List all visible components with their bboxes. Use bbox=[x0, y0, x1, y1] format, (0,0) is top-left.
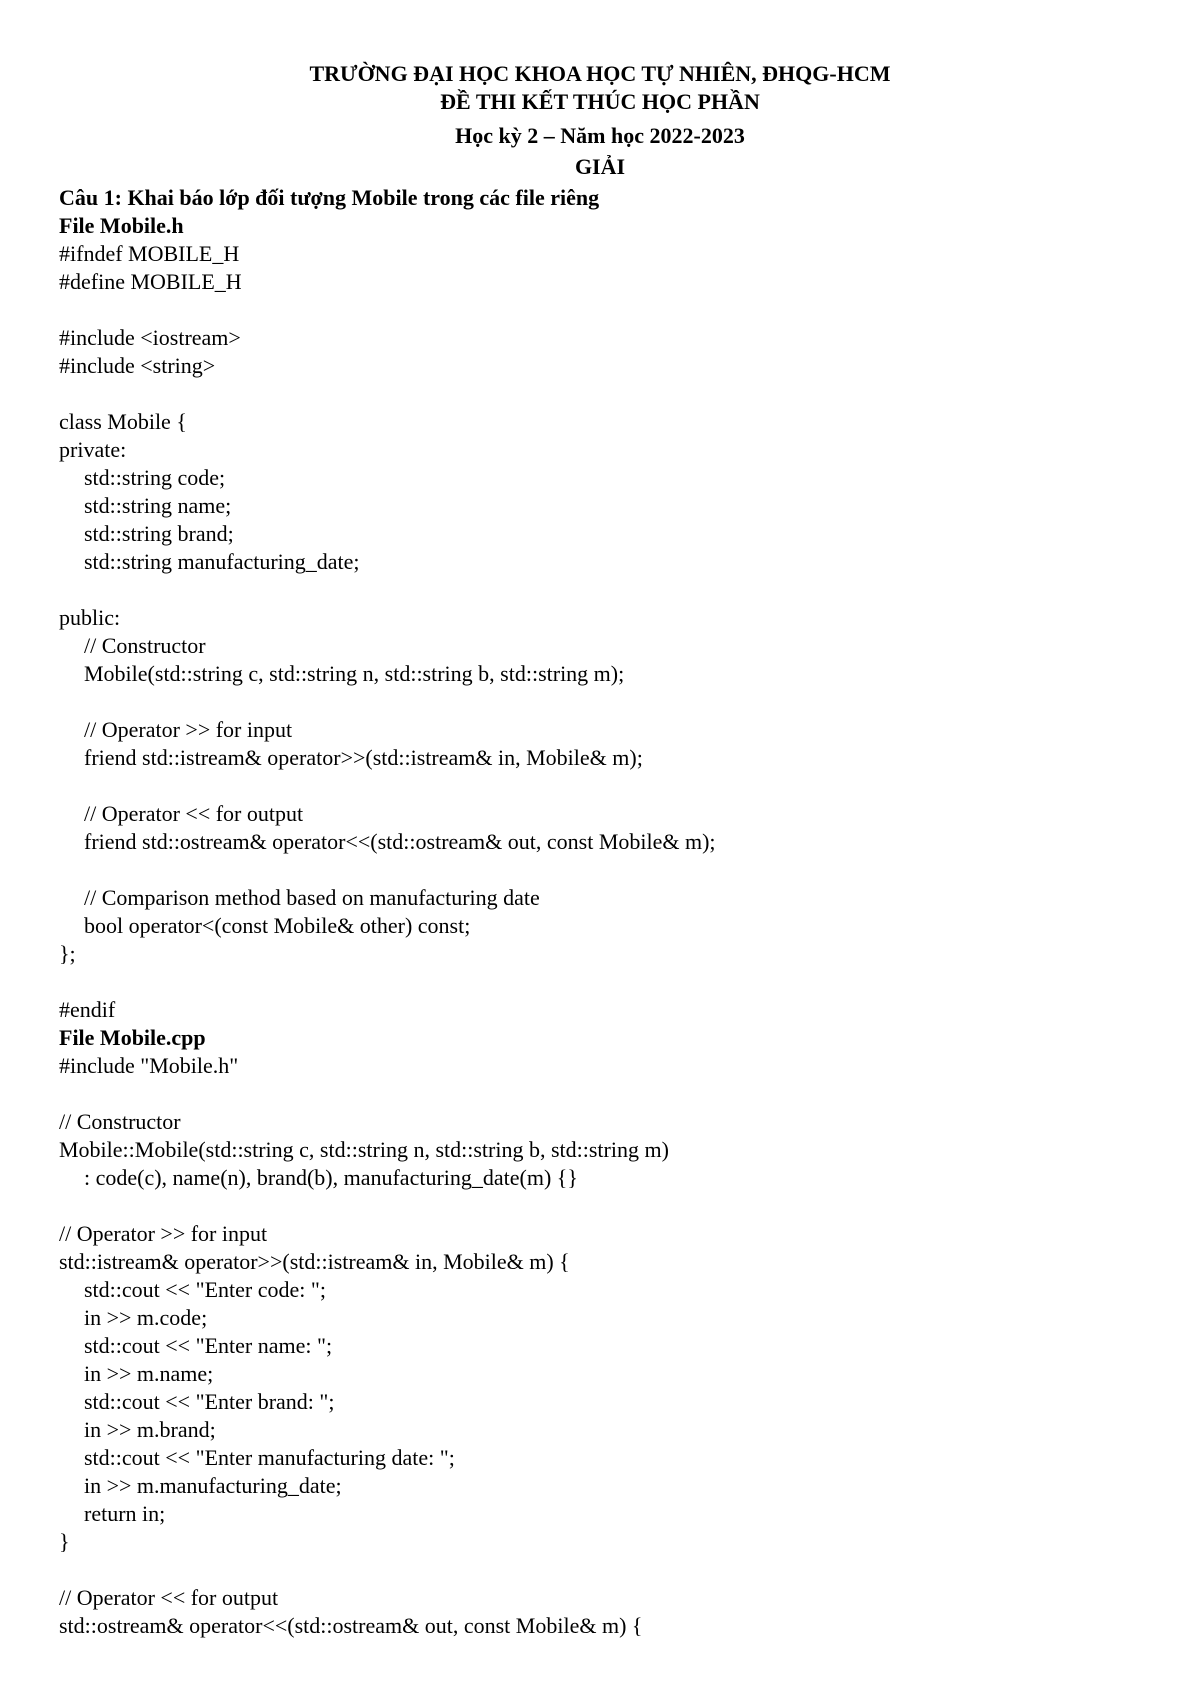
code-line: // Constructor bbox=[84, 633, 206, 658]
code-line: std::ostream& operator<<(std::ostream& out, const Mobile& m) { bbox=[59, 1613, 643, 1638]
blank-line bbox=[59, 576, 1159, 604]
code-line: Mobile::Mobile(std::string c, std::string n, std::string b, std::string m) bbox=[59, 1137, 669, 1162]
blank-line bbox=[59, 380, 1159, 408]
exam-title: ĐỀ THI KẾT THÚC HỌC PHẦN bbox=[440, 89, 760, 114]
code-line: in >> m.brand; bbox=[84, 1417, 216, 1442]
blank-line bbox=[59, 1556, 1159, 1584]
code-line: // Operator << for output bbox=[59, 1585, 279, 1610]
code-line: std::cout << "Enter name: "; bbox=[84, 1333, 333, 1358]
code-line: class Mobile { bbox=[59, 409, 187, 434]
code-line: std::cout << "Enter brand: "; bbox=[84, 1389, 335, 1414]
blank-line bbox=[59, 856, 1159, 884]
code-line: return in; bbox=[84, 1501, 166, 1526]
code-line: friend std::istream& operator>>(std::istream& in, Mobile& m); bbox=[84, 745, 643, 770]
code-line: private: bbox=[59, 437, 127, 462]
code-line: #include "Mobile.h" bbox=[59, 1053, 239, 1078]
code-line: #include <iostream> bbox=[59, 325, 241, 350]
blank-line bbox=[59, 772, 1159, 800]
code-line: in >> m.name; bbox=[84, 1361, 214, 1386]
code-line: #define MOBILE_H bbox=[59, 269, 242, 294]
blank-line bbox=[59, 688, 1159, 716]
blank-line bbox=[59, 1192, 1159, 1220]
code-line: in >> m.manufacturing_date; bbox=[84, 1473, 342, 1498]
file-heading: File Mobile.cpp bbox=[59, 1025, 206, 1050]
code-line: in >> m.code; bbox=[84, 1305, 208, 1330]
question-heading: Câu 1: Khai báo lớp đối tượng Mobile trong các file riêng bbox=[59, 185, 600, 210]
document-header bbox=[0, 60, 1200, 181]
file-heading: File Mobile.h bbox=[59, 213, 184, 238]
code-line: std::string brand; bbox=[84, 521, 234, 546]
code-line: }; bbox=[59, 941, 76, 966]
code-line: bool operator<(const Mobile& other) const; bbox=[84, 913, 471, 938]
code-line: // Comparison method based on manufacturing date bbox=[84, 885, 540, 910]
solution-heading: GIẢI bbox=[574, 154, 626, 179]
code-line: #include <string> bbox=[59, 353, 216, 378]
code-line: std::cout << "Enter manufacturing date: "; bbox=[84, 1445, 455, 1470]
semester-line: Học kỳ 2 – Năm học 2022-2023 bbox=[455, 123, 745, 148]
code-line: #ifndef MOBILE_H bbox=[59, 241, 240, 266]
code-line: friend std::ostream& operator<<(std::ostream& out, const Mobile& m); bbox=[84, 829, 716, 854]
blank-line bbox=[59, 1080, 1159, 1108]
code-line: std::cout << "Enter code: "; bbox=[84, 1277, 326, 1302]
code-line: std::string code; bbox=[84, 465, 226, 490]
code-line: #endif bbox=[59, 997, 116, 1022]
university-name: TRƯỜNG ĐẠI HỌC KHOA HỌC TỰ NHIÊN, ĐHQG-HCM bbox=[309, 61, 891, 86]
blank-line bbox=[59, 968, 1159, 996]
code-line: // Constructor bbox=[59, 1109, 181, 1134]
code-line: std::string manufacturing_date; bbox=[84, 549, 360, 574]
code-line: Mobile(std::string c, std::string n, std::string b, std::string m); bbox=[84, 661, 625, 686]
code-line: // Operator << for output bbox=[84, 801, 304, 826]
code-line: std::istream& operator>>(std::istream& in, Mobile& m) { bbox=[59, 1249, 570, 1274]
code-line: // Operator >> for input bbox=[59, 1221, 268, 1246]
code-line: // Operator >> for input bbox=[84, 717, 293, 742]
code-line: } bbox=[59, 1529, 70, 1554]
code-line: public: bbox=[59, 605, 121, 630]
code-line: : code(c), name(n), brand(b), manufacturing_date(m) {} bbox=[84, 1165, 578, 1190]
blank-line bbox=[59, 296, 1159, 324]
code-line: std::string name; bbox=[84, 493, 232, 518]
document-body bbox=[59, 184, 1159, 1640]
